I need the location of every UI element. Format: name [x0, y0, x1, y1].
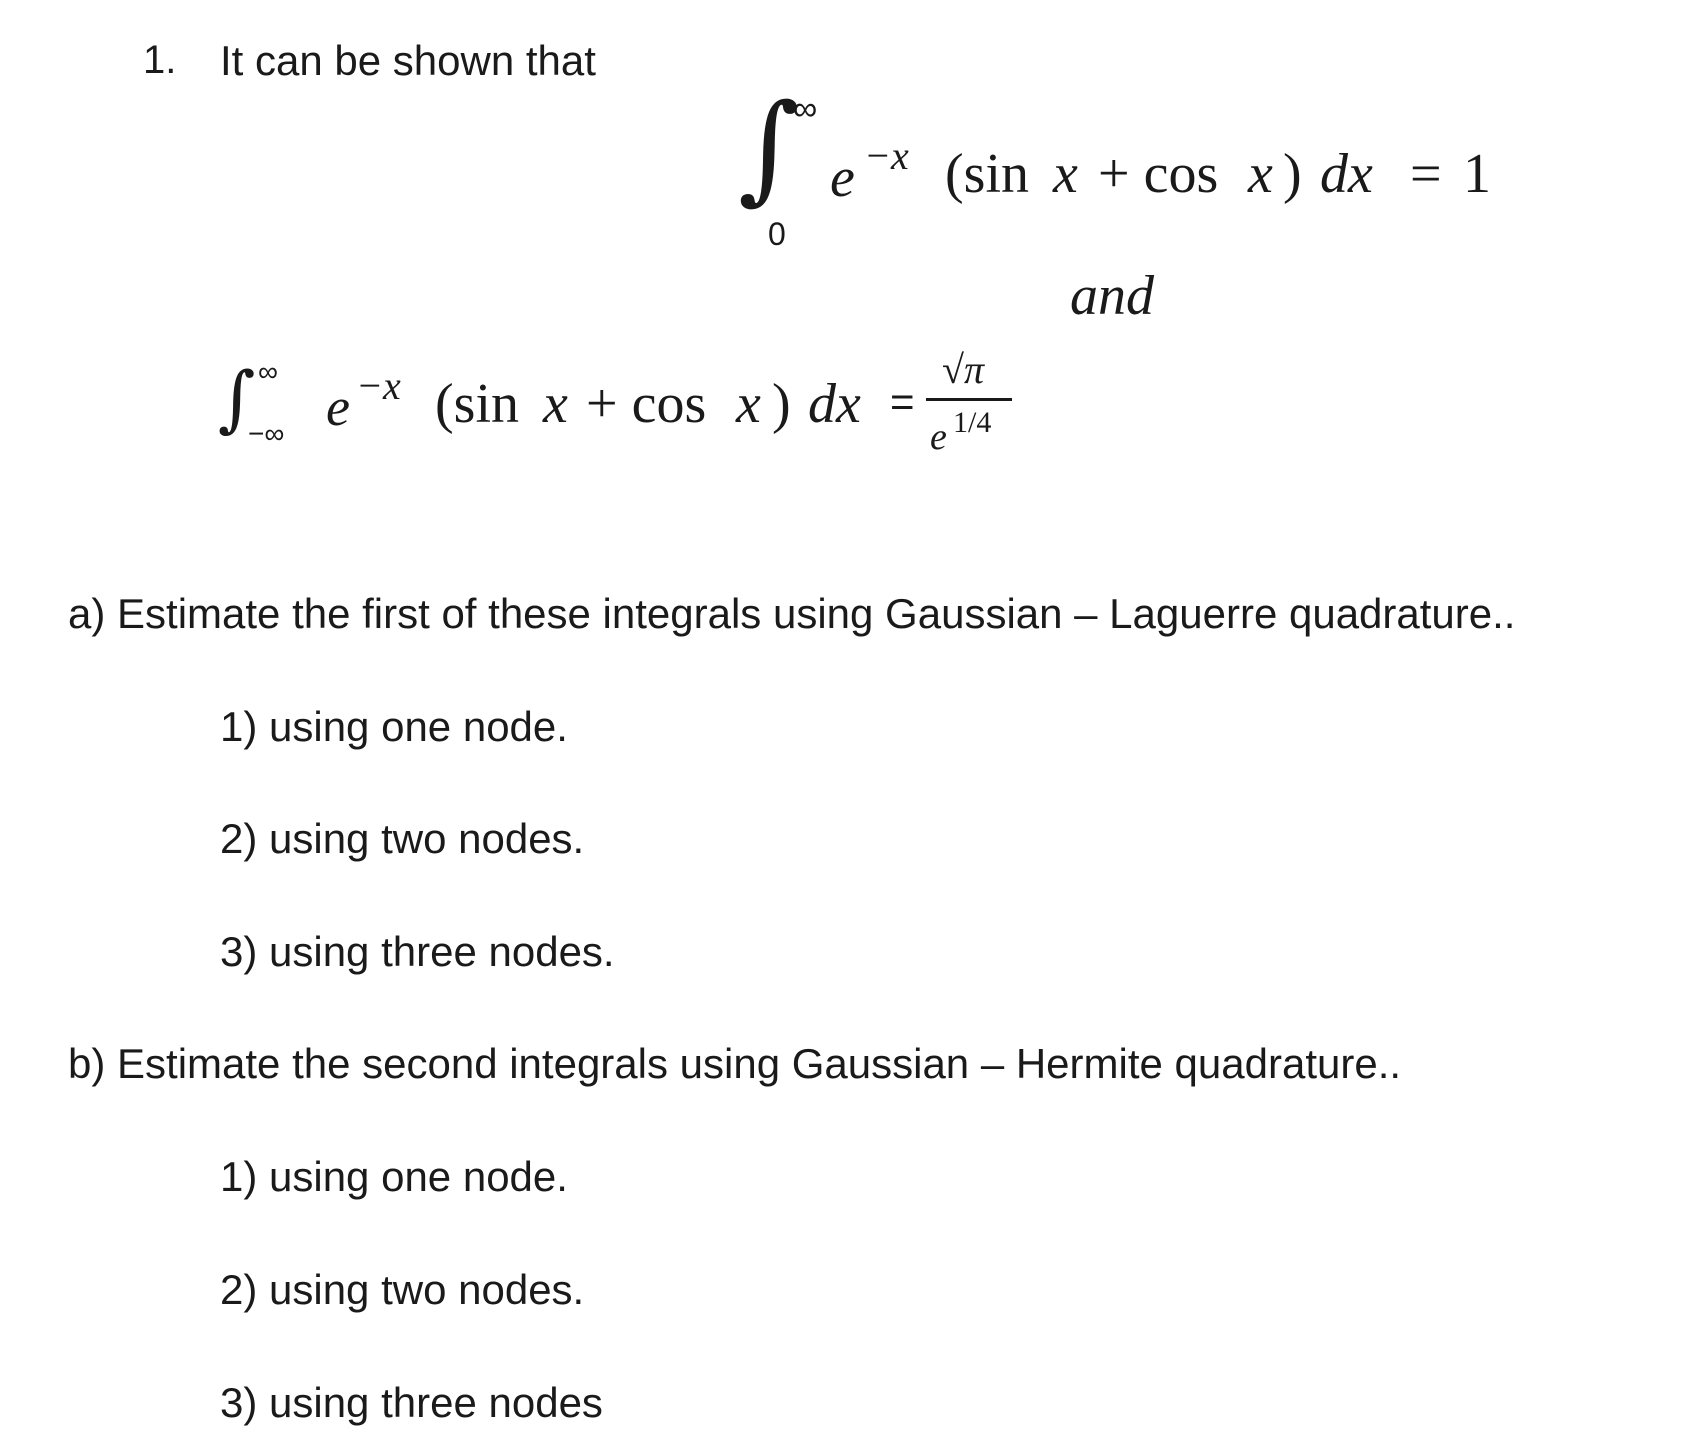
integrand-var-2: x	[1248, 143, 1273, 205]
integral-sign: ∫	[218, 356, 256, 440]
exp-base: e	[326, 377, 350, 437]
lower-limit: 0	[768, 216, 786, 252]
differential: dx	[808, 373, 861, 435]
part-b-item-1: 1) using one node.	[220, 1153, 568, 1200]
connector-and: and	[1070, 265, 1154, 327]
integrand-plus-cos: + cos	[586, 373, 707, 435]
integrand-var-2: x	[736, 373, 761, 435]
integrand-close: )	[772, 373, 791, 435]
lower-limit: −∞	[248, 418, 285, 449]
part-a-item-2: 2) using two nodes.	[220, 815, 585, 862]
fraction-denominator-base: e	[930, 416, 947, 458]
part-b-item-3: 3) using three nodes	[220, 1379, 603, 1426]
equals-sign: =	[1410, 143, 1442, 205]
differential: dx	[1320, 143, 1373, 205]
problem-intro: It can be shown that	[220, 37, 596, 84]
integrand-close: )	[1283, 143, 1302, 205]
integrand-var-1: x	[1053, 143, 1078, 205]
part-a-item-3: 3) using three nodes.	[220, 928, 615, 975]
exponent: −x	[356, 363, 401, 408]
problem-number: 1.	[143, 38, 177, 82]
exponent: −x	[864, 133, 909, 178]
part-b-statement: b) Estimate the second integrals using Gaussian – Hermite quadrature..	[68, 1040, 1402, 1087]
integrand-plus-cos: + cos	[1098, 143, 1219, 205]
part-a-statement: a) Estimate the first of these integrals using Gaussian – Laguerre quadrature..	[68, 590, 1516, 637]
integrand-open: (sin	[435, 373, 519, 435]
part-b-item-2: 2) using two nodes.	[220, 1266, 585, 1313]
integral-sign: ∫	[738, 78, 800, 216]
part-a-item-1: 1) using one node.	[220, 703, 568, 750]
integrand-open: (sin	[945, 143, 1029, 205]
rhs-value: 1	[1463, 143, 1491, 205]
exp-base: e	[830, 147, 855, 209]
fraction-bar	[926, 398, 1012, 401]
fraction-numerator: √π	[942, 347, 984, 392]
integrand-var-1: x	[543, 373, 568, 435]
upper-limit: ∞	[258, 356, 278, 387]
equals-sign: =	[890, 378, 915, 425]
fraction-denominator-exp: 1/4	[953, 406, 992, 439]
upper-limit: ∞	[793, 90, 818, 128]
